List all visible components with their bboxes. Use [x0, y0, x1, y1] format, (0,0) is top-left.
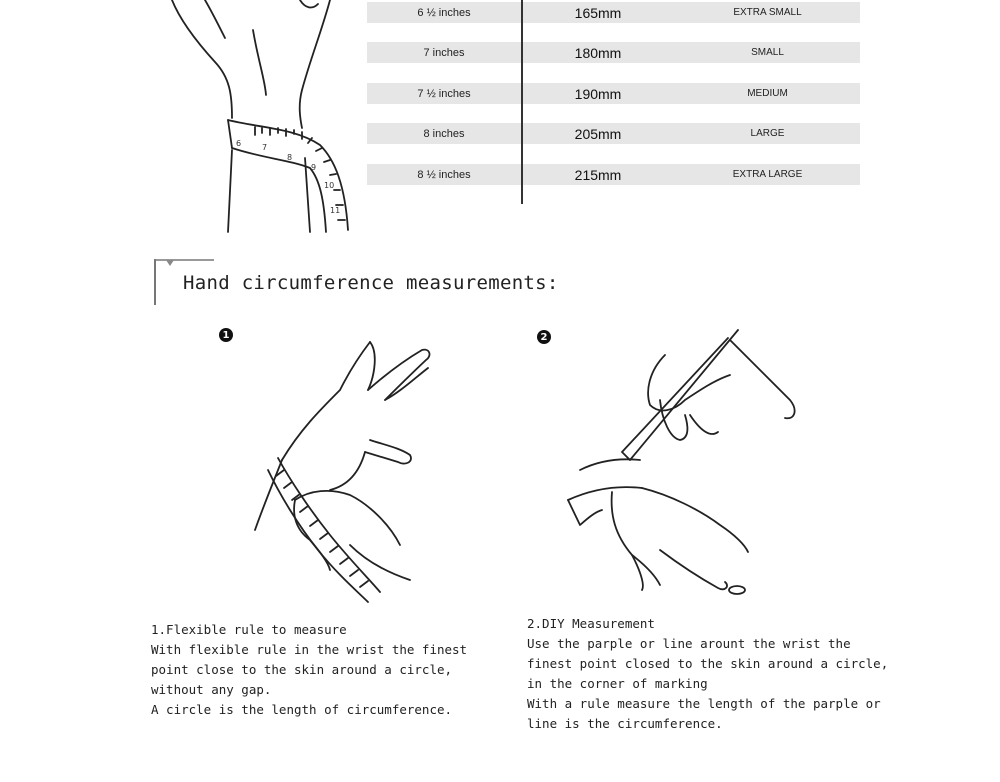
step-text-line: finest point closed to the skin around a circle, — [527, 656, 889, 671]
size-inches: 6 ½ inches — [417, 6, 471, 19]
tape-number: 9 — [311, 163, 317, 172]
size-mm: 180mm — [574, 44, 622, 61]
tape-number: 11 — [330, 206, 341, 215]
size-mm: 205mm — [574, 125, 622, 142]
heading-bracket-top — [154, 259, 214, 261]
finger-tip — [300, 0, 318, 7]
rule-inner — [268, 470, 368, 602]
size-inches: 8 inches — [423, 127, 465, 140]
size-inches: 7 inches — [423, 46, 465, 59]
tape-left-edge — [228, 120, 232, 148]
hand-right — [300, 0, 330, 128]
step-badge-2: 2 — [537, 330, 551, 344]
size-mm: 190mm — [574, 85, 622, 102]
heading-bracket-side — [154, 259, 156, 305]
wrist-back — [612, 492, 643, 590]
size-row — [367, 2, 860, 23]
tape-number: 7 — [262, 143, 268, 152]
table-divider — [521, 0, 523, 204]
size-mm: 215mm — [574, 166, 622, 183]
wrist-tape-illustration — [0, 0, 360, 240]
wrist-right — [305, 158, 310, 232]
size-row — [367, 83, 860, 104]
rule-outer — [278, 458, 380, 592]
finger-3 — [385, 368, 428, 400]
hand-outline — [172, 0, 232, 118]
hand-2-wrist — [350, 545, 410, 580]
size-mm: 165mm — [574, 4, 622, 21]
hand-inner — [253, 30, 266, 95]
step-text-line: A circle is the length of circumference. — [151, 702, 453, 717]
heading-bracket-tick — [166, 260, 174, 266]
tape-number: 8 — [287, 153, 293, 162]
size-row — [367, 42, 860, 63]
size-inches: 8 ½ inches — [417, 168, 471, 181]
step-text-line: 2.DIY Measurement — [527, 616, 655, 631]
hand-thumb — [205, 0, 225, 38]
back-nail — [729, 586, 745, 594]
size-label: LARGE — [750, 128, 785, 139]
tape-number: 6 — [236, 139, 242, 148]
hand-2-palm — [295, 491, 400, 545]
paper-strip-top — [580, 459, 640, 470]
thumb — [365, 440, 411, 464]
step-1-text — [151, 620, 467, 720]
back-hand — [642, 488, 748, 552]
size-inches: 7 ½ inches — [417, 87, 471, 100]
hand-back — [282, 342, 370, 460]
flexible-rule-illustration — [200, 330, 440, 610]
step-text-line: in the corner of marking — [527, 676, 708, 691]
finger-1 — [368, 342, 375, 390]
step-text-line: point close to the skin around a circle, — [151, 662, 453, 677]
section-title: Hand circumference measurements: — [183, 272, 559, 294]
size-label: MEDIUM — [747, 88, 788, 99]
size-row — [367, 164, 860, 185]
size-row — [367, 123, 860, 144]
size-label: EXTRA LARGE — [732, 169, 803, 180]
step-text-line: line is the circumference. — [527, 716, 723, 731]
size-label: SMALL — [751, 47, 784, 58]
hand-underside — [330, 452, 365, 490]
step-2-text — [527, 614, 888, 734]
tape-bottom — [232, 148, 326, 232]
wrist-left — [228, 150, 232, 232]
paper-strip-bottom — [568, 487, 642, 500]
rule-ticks — [276, 470, 368, 587]
hand-fingers-tip — [690, 415, 718, 434]
step-text-line: Use the parple or line arount the wrist the — [527, 636, 851, 651]
step-text-line: 1.Flexible rule to measure — [151, 622, 347, 637]
back-thumb — [632, 555, 660, 585]
paper-strip-end — [568, 500, 602, 525]
diy-measurement-illustration — [550, 320, 830, 610]
size-label: EXTRA SMALL — [733, 7, 802, 18]
step-text-line: With a rule measure the length of the parple or — [527, 696, 881, 711]
holding-arm — [730, 340, 795, 418]
step-badge-1: 1 — [219, 328, 233, 342]
tape-number: 10 — [324, 181, 335, 190]
back-fingers — [660, 550, 727, 589]
step-text-line: With flexible rule in the wrist the finest — [151, 642, 468, 657]
step-text-line: without any gap. — [151, 682, 272, 697]
